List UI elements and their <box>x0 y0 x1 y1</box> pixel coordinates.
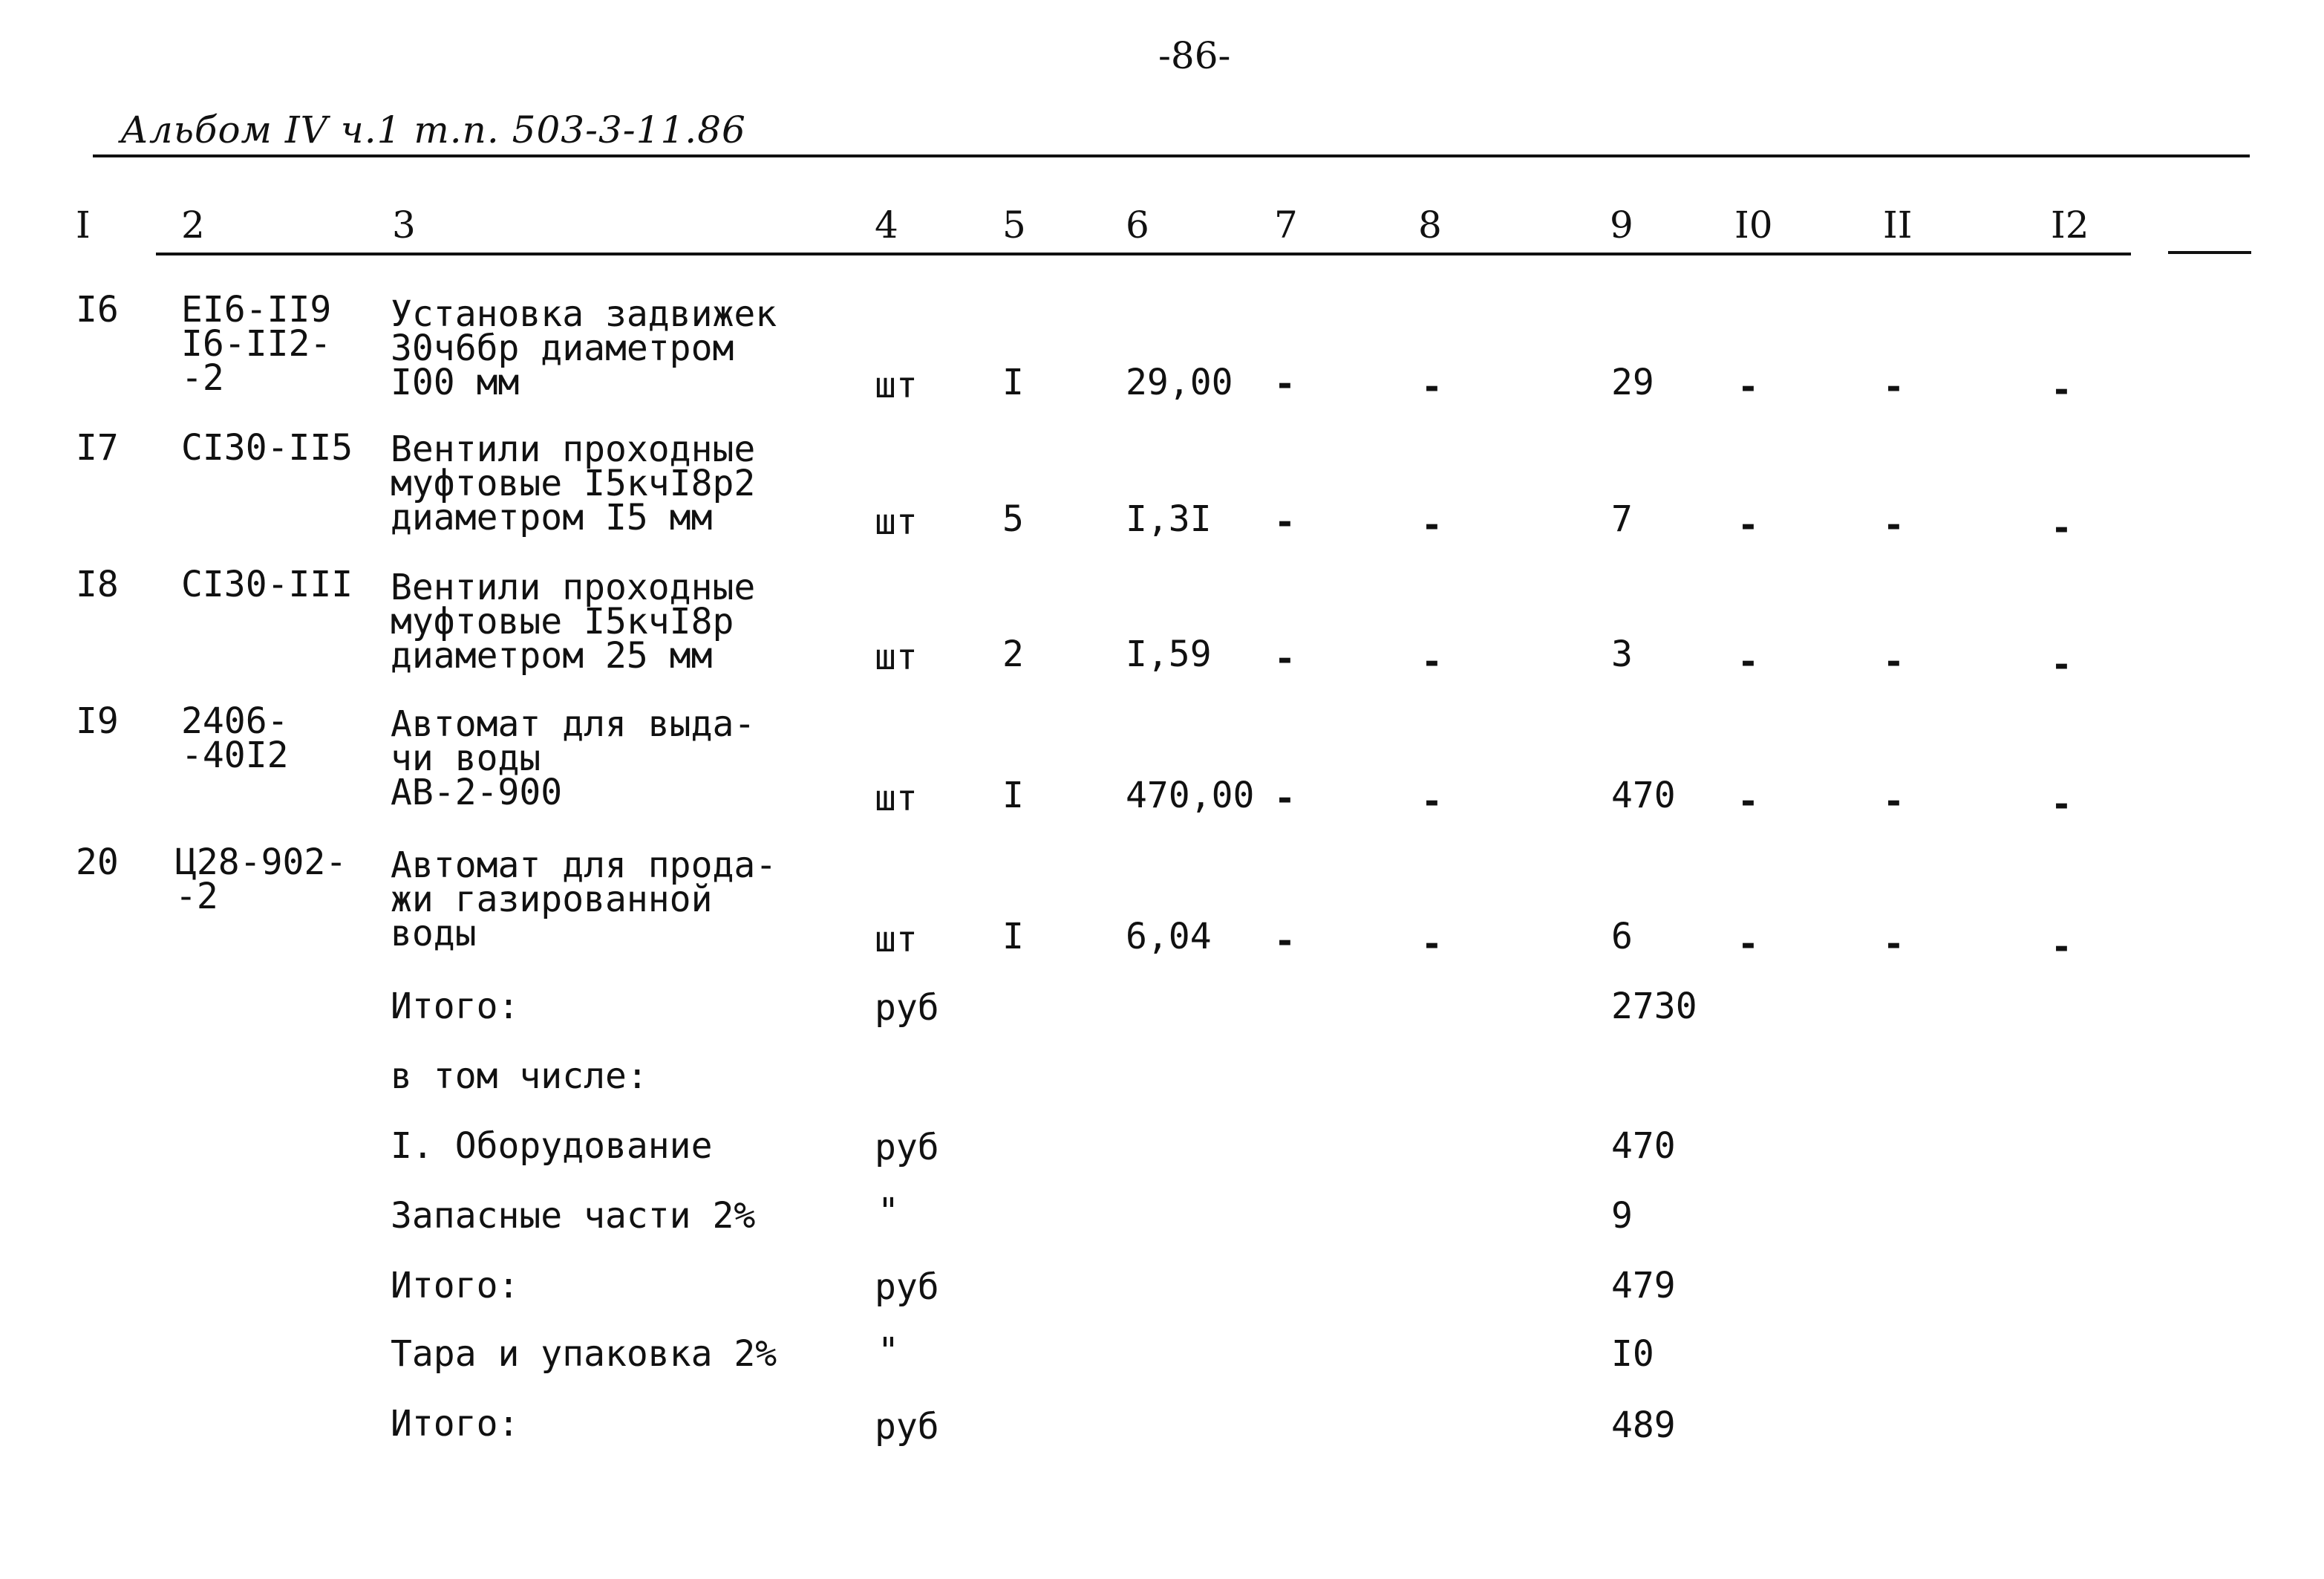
column-header: II <box>1883 204 1913 247</box>
top-rule <box>93 154 2250 157</box>
summary-label: Запасные части 2% <box>391 1195 756 1237</box>
summary-value: I0 <box>1611 1333 1654 1375</box>
summary-unit: " <box>878 1191 899 1232</box>
column-header: 7 <box>1274 204 1298 247</box>
summary-unit: " <box>878 1330 899 1372</box>
row-col10: - <box>1737 504 1759 546</box>
header-rule <box>156 253 2131 255</box>
summary-value: 479 <box>1611 1265 1676 1306</box>
row-number: 20 <box>76 841 119 883</box>
summary-unit: руб <box>875 1406 939 1448</box>
row-qty: 2 <box>1002 634 1024 675</box>
summary-unit: руб <box>875 987 939 1029</box>
summary-label: Итого: <box>391 986 520 1027</box>
row-name: Вентили проходные муфтовые I5кчI8р диаметром 25 мм <box>391 567 756 677</box>
row-col12: - <box>2051 644 2072 686</box>
row-col8: - <box>1421 641 1443 683</box>
summary-value: 9 <box>1611 1195 1633 1237</box>
row-col8: - <box>1421 923 1443 965</box>
summary-label: I. Оборудование <box>391 1125 713 1167</box>
summary-label: Тара и упаковка 2% <box>391 1333 777 1375</box>
row-price: 470,00 <box>1126 775 1255 816</box>
summary-value: 2730 <box>1611 986 1697 1027</box>
row-total: 6 <box>1611 916 1633 957</box>
page-number: -86- <box>1158 34 1231 77</box>
row-col8: - <box>1421 781 1443 822</box>
row-unit: шт <box>875 778 918 819</box>
row-code: 2406- -40I2 <box>181 700 289 776</box>
row-name: Установка задвижек 30ч6бр диаметром I00 мм <box>391 293 777 403</box>
column-header: 6 <box>1126 204 1149 247</box>
row-number: I8 <box>76 564 119 605</box>
row-total: 3 <box>1611 634 1633 675</box>
summary-label: Итого: <box>391 1265 520 1306</box>
row-col10: - <box>1737 781 1759 822</box>
row-total: 470 <box>1611 775 1676 816</box>
row-col11: - <box>1883 504 1904 546</box>
summary-unit: руб <box>875 1266 939 1308</box>
summary-label: Итого: <box>391 1403 520 1445</box>
row-col8: - <box>1421 366 1443 408</box>
column-header: 2 <box>181 204 205 247</box>
row-col12: - <box>2051 926 2072 968</box>
row-col12: - <box>2051 507 2072 549</box>
column-header: 5 <box>1002 204 1026 247</box>
row-col11: - <box>1883 366 1904 408</box>
row-number: I9 <box>76 700 119 742</box>
column-header: 8 <box>1418 204 1442 247</box>
summary-value: 470 <box>1611 1125 1676 1167</box>
summary-unit: руб <box>875 1127 939 1168</box>
summary-value: 489 <box>1611 1404 1676 1446</box>
column-header: I <box>76 204 91 247</box>
row-qty: 5 <box>1002 498 1024 540</box>
column-header: I2 <box>2051 204 2089 247</box>
row-col7: - <box>1274 501 1296 543</box>
column-header: 9 <box>1610 204 1633 247</box>
row-qty: I <box>1002 362 1024 403</box>
row-code: EI6-II9 I6-II2- -2 <box>181 289 332 399</box>
row-unit: шт <box>875 919 918 960</box>
row-number: I7 <box>76 427 119 469</box>
summary-label: в том числе: <box>391 1055 648 1097</box>
column-header: 3 <box>392 204 416 247</box>
row-col12: - <box>2051 369 2072 411</box>
row-col10: - <box>1737 923 1759 965</box>
row-unit: шт <box>875 637 918 678</box>
row-name: Автомат для выда- чи воды АВ-2-900 <box>391 703 756 813</box>
row-unit: шт <box>875 365 918 406</box>
row-col12: - <box>2051 784 2072 825</box>
row-qty: I <box>1002 775 1024 816</box>
row-col10: - <box>1737 641 1759 683</box>
album-note: Альбом IV ч.1 т.п. 503-3-11.86 <box>120 108 746 152</box>
row-qty: I <box>1002 916 1024 957</box>
row-col10: - <box>1737 366 1759 408</box>
row-price: I,59 <box>1126 634 1212 675</box>
column-header: 4 <box>875 204 898 247</box>
row-total: 29 <box>1611 362 1654 403</box>
row-code: CI30-III <box>181 564 353 605</box>
row-col7: - <box>1274 638 1296 680</box>
row-col11: - <box>1883 781 1904 822</box>
row-price: I,3I <box>1126 498 1212 540</box>
row-col8: - <box>1421 504 1443 546</box>
column-header: I0 <box>1734 204 1773 247</box>
row-col11: - <box>1883 923 1904 965</box>
row-col7: - <box>1274 920 1296 962</box>
row-code: CI30-II5 <box>181 427 353 469</box>
row-col7: - <box>1274 778 1296 819</box>
row-code: Ц28-902- -2 <box>175 841 347 917</box>
row-name: Вентили проходные муфтовые I5кчI8р2 диаметром I5 мм <box>391 429 756 538</box>
row-number: I6 <box>76 289 119 331</box>
row-price: 29,00 <box>1126 362 1233 403</box>
row-price: 6,04 <box>1126 916 1212 957</box>
row-col7: - <box>1274 363 1296 405</box>
header-rule-tail <box>2168 251 2251 254</box>
row-total: 7 <box>1611 498 1633 540</box>
row-col11: - <box>1883 641 1904 683</box>
row-unit: шт <box>875 501 918 543</box>
row-name: Автомат для прода- жи газированной воды <box>391 844 777 954</box>
